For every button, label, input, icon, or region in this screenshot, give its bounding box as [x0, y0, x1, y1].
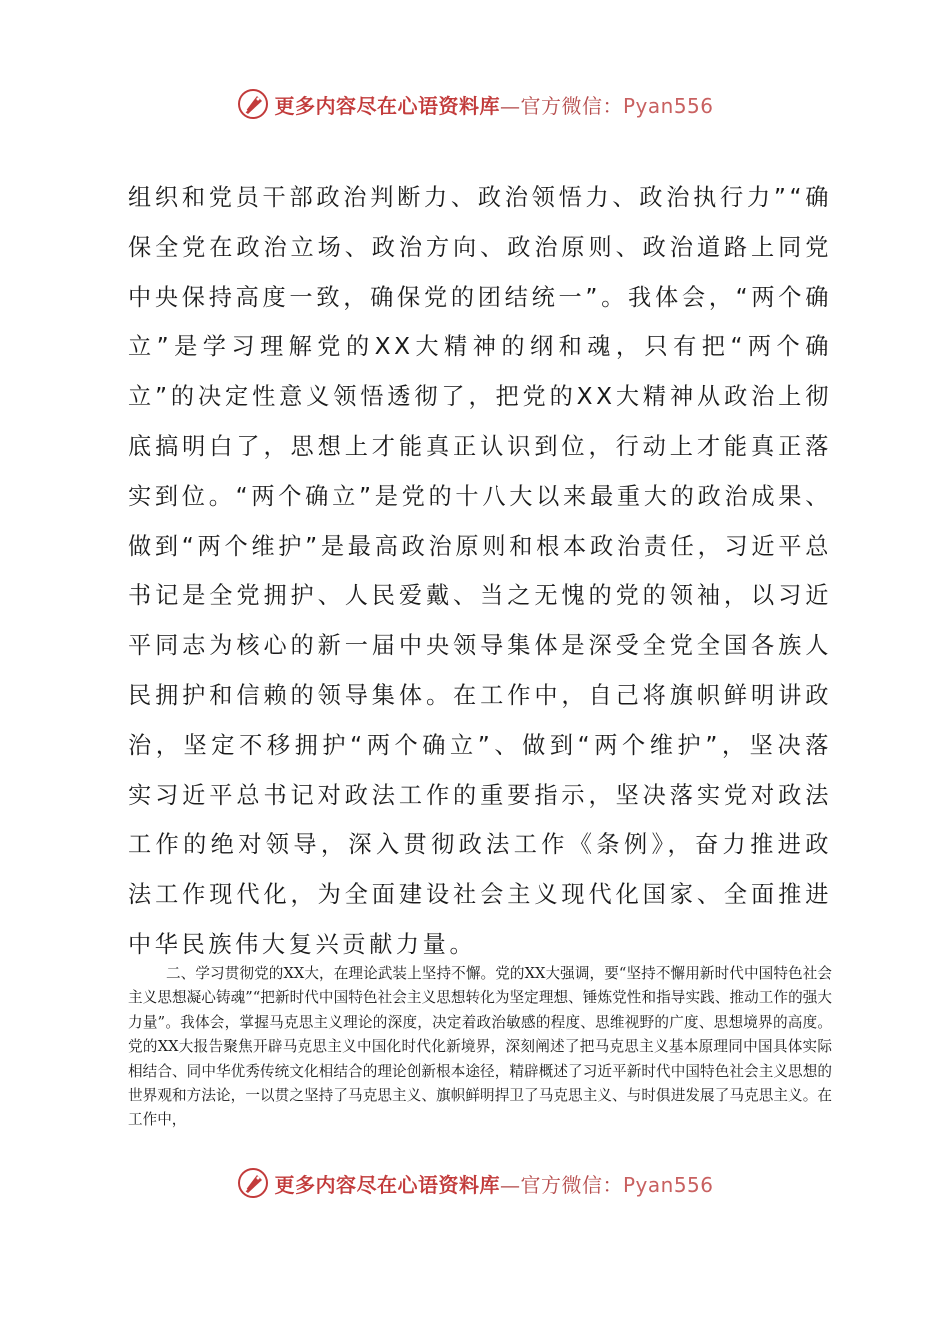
- watermark-text: [274, 90, 713, 119]
- watermark-wechat-id: Pyan556: [622, 93, 714, 118]
- pen-nib-logo-icon: [236, 1166, 270, 1200]
- pen-nib-logo-icon: [236, 87, 270, 121]
- watermark-wechat-label: 官方微信：: [520, 1172, 623, 1197]
- watermark-header: [0, 84, 950, 124]
- watermark-footer: [0, 1163, 950, 1203]
- watermark-text: [274, 1169, 713, 1198]
- watermark-wechat-label: 官方微信：: [520, 93, 623, 118]
- body-paragraph-large: 组织和党员干部政治判断力、政治领悟力、政治执行力”“确保全党在政治立场、政治方向、政治原则、政治道路上同党中央保持高度一致，确保党的团结统一”。我体会，“两个确立”是学习理解党的XX大精神的纲和魂，只有把“两个确立”的决定性意义领悟透彻了，把党的XX大精神从政治上彻底搞明白了，思想上才能真正认识到位，行动上才能真正落实到位。“两个确立”是党的十八大以来最重大的政治成果、做到“两个维护”是最高政治原则和根本政治责任，习近平总书记是全党拥护、人民爱戴、当之无愧的党的领袖，以习近平同志为核心的新一届中央领导集体是深受全党全国各族人民拥护和信赖的领导集体。在工作中，自己将旗帜鲜明讲政治，坚定不移拥护“两个确立”、做到“两个维护”，坚决落实习近平总书记对政法工作的重要指示，坚决落实党对政法工作的绝对领导，深入贯彻政法工作《条例》，奋力推进政法工作现代化，为全面建设社会主义现代化国家、全面推进中华民族伟大复兴贡献力量。: [128, 184, 832, 958]
- watermark-wechat-id: Pyan556: [622, 1172, 714, 1197]
- watermark-dash: —: [499, 1172, 521, 1197]
- watermark-brand: 更多内容尽在心语资料库: [274, 93, 500, 118]
- watermark-brand: 更多内容尽在心语资料库: [274, 1172, 500, 1197]
- watermark-dash: —: [499, 93, 521, 118]
- body-paragraph-small: 二、学习贯彻党的XX大，在理论武装上坚持不懈。党的XX大强调，要“坚持不懈用新时代中国特色社会主义思想凝心铸魂”“把新时代中国特色社会主义思想转化为坚定理想、锤炼党性和指导实践、推动工作的强大力量”。我体会，掌握马克思主义理论的深度，决定着政治敏感的程度、思维视野的广度、思想境界的高度。党的XX大报告聚焦开辟马克思主义中国化时代化新境界，深刻阐述了把马克思主义基本原理同中国具体实际相结合、同中华优秀传统文化相结合的理论创新根本途径，精辟概述了习近平新时代中国特色社会主义思想的世界观和方法论，一以贯之坚持了马克思主义、旗帜鲜明捍卫了马克思主义、与时俱进发展了马克思主义。在工作中，: [128, 965, 832, 1129]
